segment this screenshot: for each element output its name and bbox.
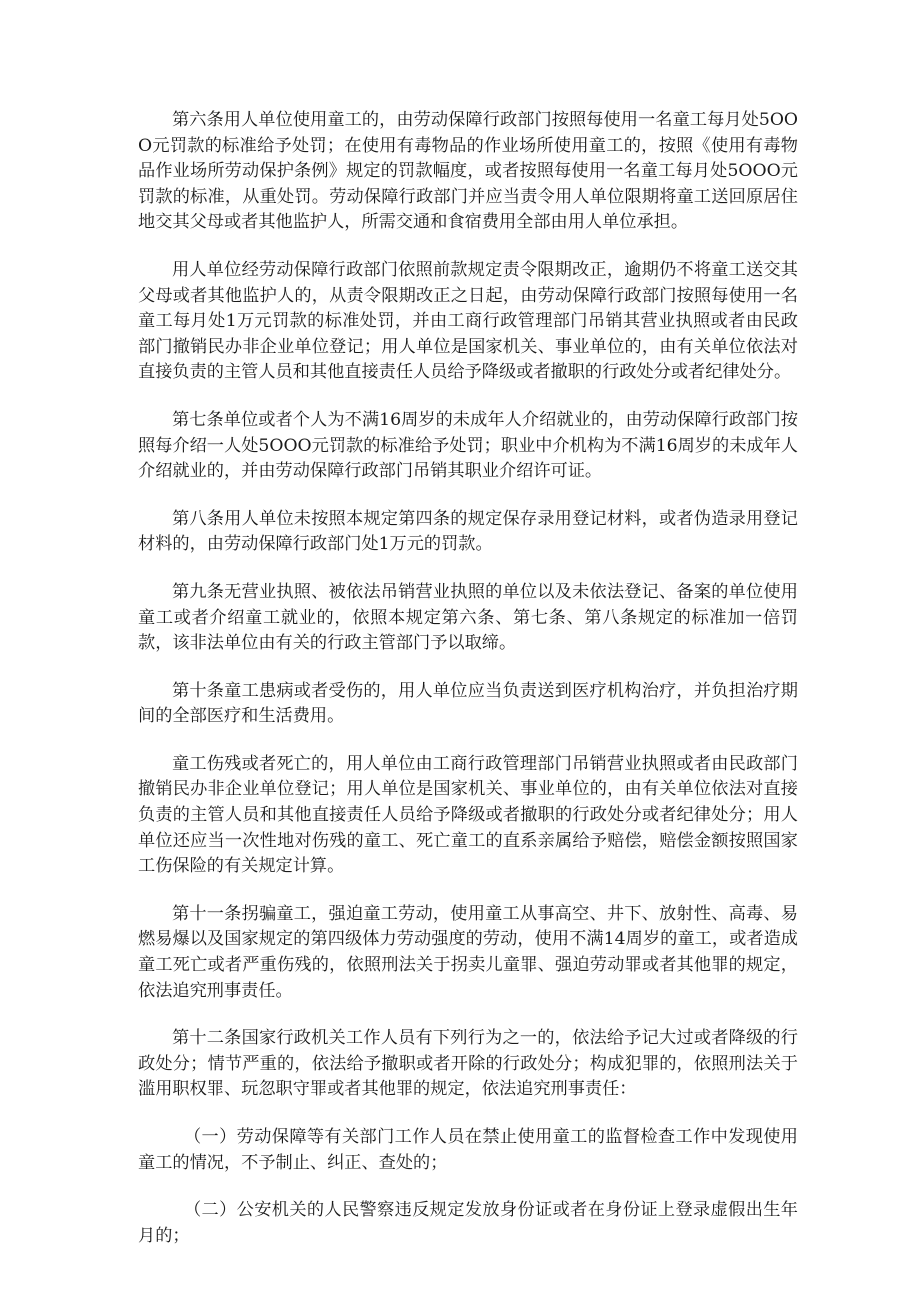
paragraph-article-6-continued: 用人单位经劳动保障行政部门依照前款规定责令限期改正，逾期仍不将童工送交其父母或者其他监护人的，从责令限期改正之日起，由劳动保障行政部门按照每使用一名童工每月处1万元罚款的标准处罚，并由工商行政管理部门吊销其营业执照或者由民政部门撤销民办非企业单位登记；用人单位是国家机关、事业单位的，由有关单位依法对直接负责的主管人员和其他直接责任人员给予降级或者撤职的行政处分或者纪律处分。 (138, 259, 798, 383)
paragraph-article-12: 第十二条国家行政机关工作人员有下列行为之一的，依法给予记大过或者降级的行政处分；情节严重的，依法给予撤职或者开除的行政处分；构成犯罪的，依照刑法关于滥用职权罪、玩忽职守罪或者其他罪的规定，依法追究刑事责任： (138, 1028, 798, 1100)
paragraph-article-10-continued: 童工伤残或者死亡的，用人单位由工商行政管理部门吊销营业执照或者由民政部门撤销民办非企业单位登记；用人单位是国家机关、事业单位的，由有关单位依法对直接负责的主管人员和其他直接责任人员给予降级或者撤职的行政处分或者纪律处分；用人单位还应当一次性地对伤残的童工、死亡童工的直系亲属给予赔偿，赔偿金额按照国家工伤保险的有关规定计算。 (138, 753, 798, 877)
paragraph-article-12-item-1: （一）劳动保障等有关部门工作人员在禁止使用童工的监督检查工作中发现使用童工的情况，不予制止、纠正、查处的； (138, 1127, 798, 1173)
paragraph-article-7: 第七条单位或者个人为不满16周岁的未成年人介绍就业的，由劳动保障行政部门按照每介绍一人处5OOO元罚款的标准给予处罚；职业中介机构为不满16周岁的未成年人介绍就业的，并由劳动保障行政部门吊销其职业介绍许可证。 (138, 409, 798, 482)
paragraph-article-9: 第九条无营业执照、被依法吊销营业执照的单位以及未依法登记、备案的单位使用童工或者介绍童工就业的，依照本规定第六条、第七条、第八条规定的标准加一倍罚款，该非法单位由有关的行政主管部门予以取缔。 (138, 581, 798, 654)
paragraph-article-11: 第十一条拐骗童工，强迫童工劳动，使用童工从事高空、井下、放射性、高毒、易燃易爆以及国家规定的第四级体力劳动强度的劳动，使用不满14周岁的童工，或者造成童工死亡或者严重伤残的，依照刑法关于拐卖儿童罪、强迫劳动罪或者其他罪的规定，依法追究刑事责任。 (138, 903, 798, 1001)
paragraph-article-10: 第十条童工患病或者受伤的，用人单位应当负责送到医疗机构治疗，并负担治疗期间的全部医疗和生活费用。 (138, 680, 798, 727)
paragraph-article-8: 第八条用人单位未按照本规定第四条的规定保存录用登记材料，或者伪造录用登记材料的，由劳动保障行政部门处1万元的罚款。 (138, 508, 798, 555)
paragraph-article-6: 第六条用人单位使用童工的，由劳动保障行政部门按照每使用一名童工每月处5OOO元罚款的标准给予处罚；在使用有毒物品的作业场所使用童工的，按照《使用有毒物品作业场所劳动保护条例》规定的罚款幅度，或者按照每使用一名童工每月处5OOO元罚款的标准，从重处罚。劳动保障行政部门并应当责令用人单位限期将童工送回原居住地交其父母或者其他监护人，所需交通和食宿费用全部由用人单位承担。 (138, 110, 798, 233)
paragraph-article-12-item-2: （二）公安机关的人民警察违反规定发放身份证或者在身份证上登录虚假出生年月的； (138, 1200, 798, 1246)
document-body (138, 108, 798, 1249)
